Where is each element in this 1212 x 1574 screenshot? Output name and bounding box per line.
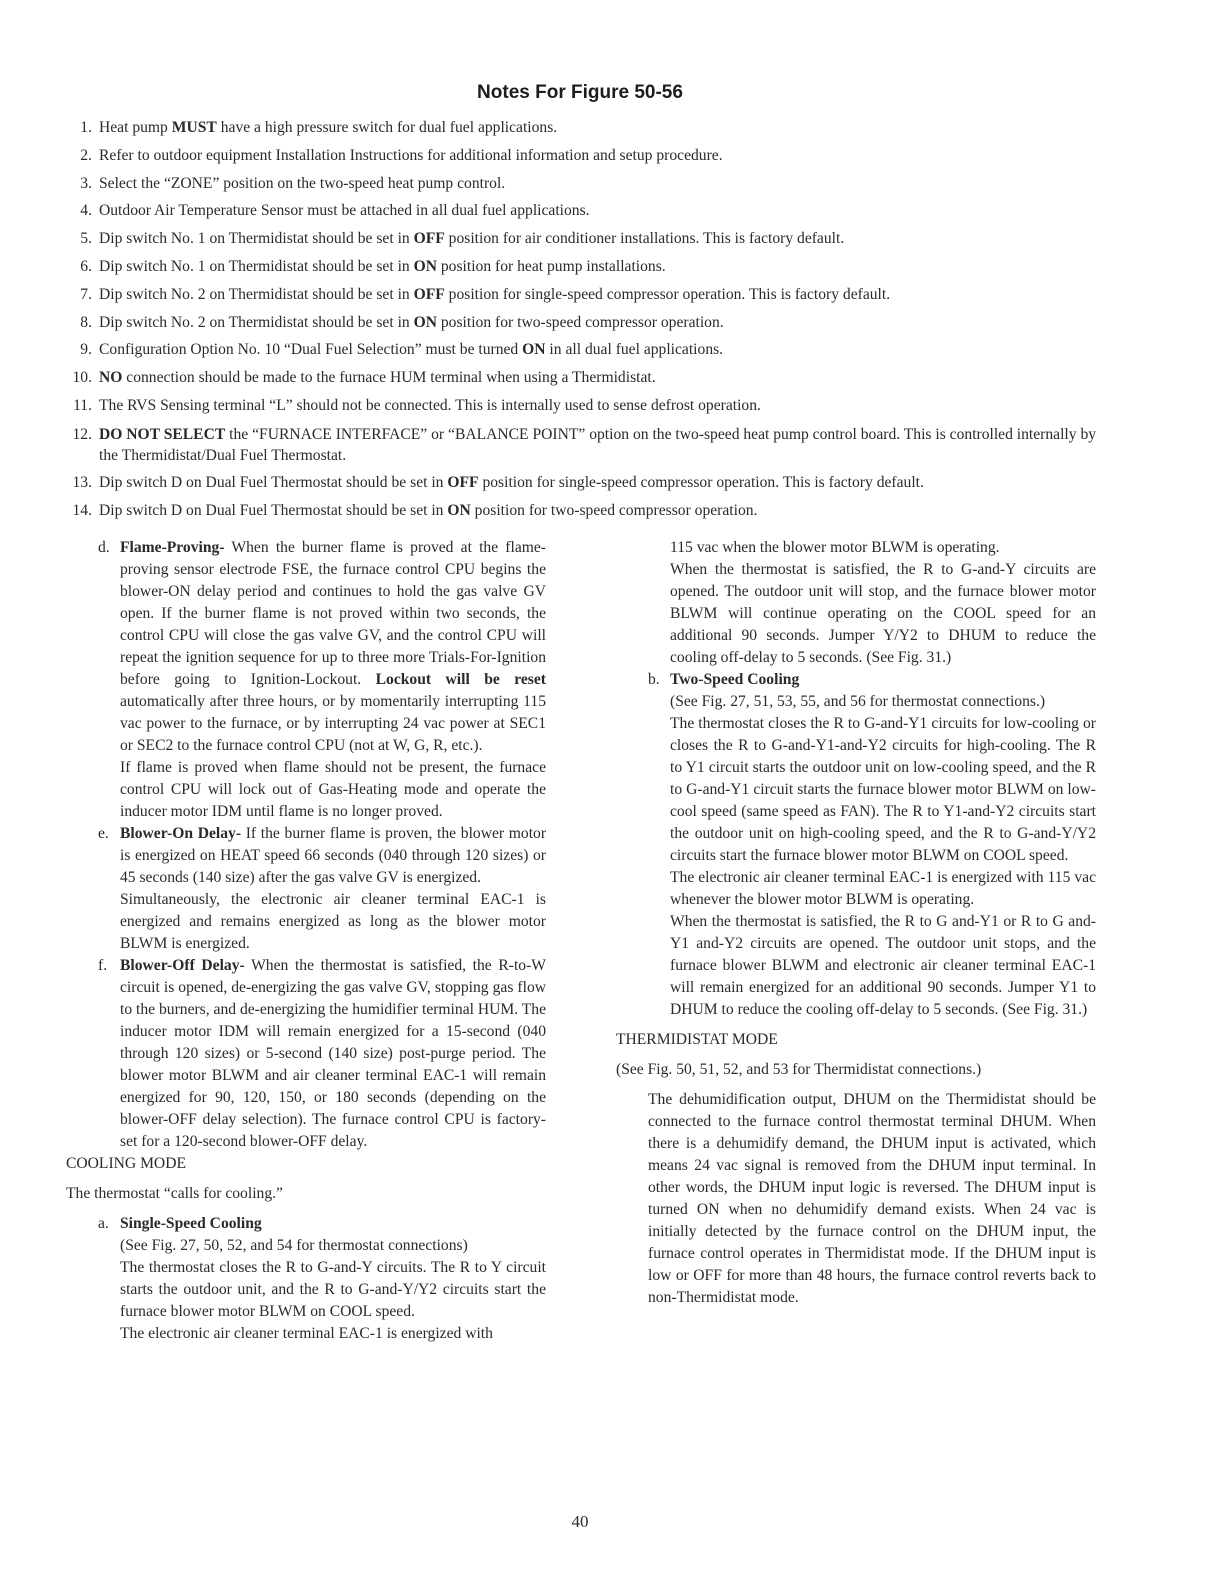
item-heading: Two-Speed Cooling xyxy=(670,671,800,688)
item-letter: e. xyxy=(98,825,109,842)
note-number: 13. xyxy=(72,473,92,491)
note-number: 1. xyxy=(80,119,92,136)
note-item: 4. Outdoor Air Temperature Sensor must be attached in all dual fuel applications. xyxy=(56,197,1106,225)
note-item: 1. Heat pump MUST have a high pressure switch for dual fuel applications. xyxy=(56,114,1106,142)
paragraph: The dehumidification output, DHUM on the Thermidistat should be connected to the furnace control thermostat terminal DHUM. When there is a dehumidify demand, the DHUM input is activated, which means 24 vac signal is removed from the DHUM input terminal. In other words, the DHUM input logic is reversed. The DHUM input is turned ON when no dehumidify demand exists. When 24 vac is initially detected by the furnace control on the DHUM input, the furnace control operates in Thermidistat mode. If the DHUM input is low or OFF for more than 48 hours, the furnace control reverts back to non-Thermidistat mode. xyxy=(648,1091,1096,1306)
item-flame-proving xyxy=(66,537,546,823)
item-two-speed-cooling xyxy=(616,669,1096,1021)
note-number: 8. xyxy=(80,313,92,331)
paragraph: Flame-Proving- When the burner flame is proved at the flame-proving sensor electrode FSE, the furnace control CPU begins the blower-ON delay period and continues to hold the gas valve GV open. If the burner flame is not proved within two seconds, the control CPU will close the gas valve GV, and the control CPU will repeat the ignition sequence for up to three more Trials-For-Ignition before going to Ignition-Lockout. Lockout will be reset automatically after three hours, or by momentarily interrupting 115 vac power to the furnace, or by interrupting 24 vac power at SEC1 or SEC2 to the furnace control CPU (not at W, G, R, etc.). xyxy=(120,539,546,754)
left-column xyxy=(66,537,546,1345)
item-blower-on-delay xyxy=(66,823,546,955)
page-number: 40 xyxy=(571,1512,589,1531)
item-blower-off-delay xyxy=(66,955,546,1153)
item-letter: d. xyxy=(98,539,110,556)
note-number: 11. xyxy=(73,396,92,414)
paragraph: 115 vac when the blower motor BLWM is operating. xyxy=(670,539,1000,556)
paragraph: When the thermostat is satisfied, the R to G-and-Y circuits are opened. The outdoor unit will stop, and the furnace blower motor BLWM will continue operating on the COOL speed for an additional 90 seconds. Jumper Y/Y2 to DHUM to reduce the cooling off-delay to 5 seconds. (See Fig. 31.) xyxy=(670,561,1096,666)
item-heading: Blower-Off Delay- xyxy=(120,957,245,974)
note-number: 3. xyxy=(80,174,92,192)
note-item: 2. Refer to outdoor equipment Installation Instructions for additional information and setup procedure. xyxy=(56,142,1106,170)
paragraph: Blower-On Delay- If the burner flame is proven, the blower motor is energized on HEAT speed 66 seconds (040 through 120 sizes) or 45 seconds (140 size) after the gas valve GV is energized. xyxy=(120,825,547,886)
item-heading: Single-Speed Cooling xyxy=(120,1215,262,1232)
note-item: 12. DO NOT SELECT the “FURNACE INTERFACE” or “BALANCE POINT” option on the two-speed heat pump control board. This is controlled internally by the Thermidistat/Dual Fuel Thermostat. xyxy=(56,424,1106,466)
paragraph: The thermostat closes the R to G-and-Y1 circuits for low-cooling or closes the R to G-and-Y1-and-Y2 circuits for high-cooling. The R to Y1 circuit starts the outdoor unit on low-cooling speed, and the R to G-and-Y1 circuit starts the furnace blower motor BLWM on low-cool speed (same speed as FAN). The R to Y1-and-Y2 circuits start the outdoor unit on high-cooling speed, and the R to G-and-Y/Y2 circuits start the furnace blower motor BLWM on COOL speed. xyxy=(670,715,1096,864)
paragraph: Blower-Off Delay- When the thermostat is satisfied, the R-to-W circuit is opened, de-energizing the gas valve GV, stopping gas flow to the burners, and de-energizing the humidifier terminal HUM. The inducer motor IDM will remain energized for a 15-second (040 through 120 sizes) or 5-second (140 size) post-purge period. The blower motor BLWM and air cleaner terminal EAC-1 will remain energized for 90, 120, 150, or 180 seconds (depending on the blower-OFF delay selection). The furnace control CPU is factory-set for a 120-second blower-OFF delay. xyxy=(120,957,546,1150)
section-heading-thermidistat-mode: THERMIDISTAT MODE xyxy=(616,1031,778,1048)
paragraph: When the thermostat is satisfied, the R to G and-Y1 or R to G and-Y1 and-Y2 circuits are opened. The outdoor unit stops, and the furnace blower BLWM and electronic air cleaner terminal EAC-1 will remain energized for an additional 90 seconds. Jumper Y1 to DHUM to reduce the cooling off-delay to 5 seconds. (See Fig. 31.) xyxy=(670,913,1096,1018)
note-item: 3. Select the “ZONE” position on the two-speed heat pump control. xyxy=(56,170,1106,198)
figure-reference: (See Fig. 27, 51, 53, 55, and 56 for thermostat connections.) xyxy=(670,693,1046,710)
note-item: 9. Configuration Option No. 10 “Dual Fuel Selection” must be turned ON in all dual fuel applications. xyxy=(56,336,1106,364)
note-item: 8. Dip switch No. 2 on Thermidistat should be set in ON position for two-speed compressor operation. xyxy=(56,309,1106,337)
note-item: 13. Dip switch D on Dual Fuel Thermostat should be set in OFF position for single-speed compressor operation. This is factory default. xyxy=(56,469,1106,497)
paragraph: The thermostat closes the R to G-and-Y circuits. The R to Y circuit starts the outdoor unit, and the R to G-and-Y/Y2 circuits start the furnace blower motor BLWM on COOL speed. xyxy=(120,1259,546,1320)
note-number: 7. xyxy=(80,285,92,303)
item-heading: Flame-Proving- xyxy=(120,539,225,556)
section-heading-cooling-mode: COOLING MODE xyxy=(66,1155,186,1172)
notes-title: Notes For Figure 50-56 xyxy=(477,82,683,103)
note-number: 14. xyxy=(72,501,92,519)
figure-reference: (See Fig. 50, 51, 52, and 53 for Thermidistat connections.) xyxy=(616,1061,982,1078)
paragraph: Simultaneously, the electronic air cleaner terminal EAC-1 is energized and remains energized as long as the blower motor BLWM is energized. xyxy=(120,891,546,952)
note-number: 10. xyxy=(72,369,92,387)
note-item: 14. Dip switch D on Dual Fuel Thermostat should be set in ON position for two-speed compressor operation. xyxy=(56,497,1106,525)
right-column xyxy=(616,537,1096,1309)
paragraph: The electronic air cleaner terminal EAC-1 is energized with 115 vac whenever the blower motor BLWM is operating. xyxy=(670,869,1096,908)
item-letter: f. xyxy=(98,957,108,974)
note-item: 5. Dip switch No. 1 on Thermidistat should be set in OFF position for air conditioner installations. This is factory default. xyxy=(56,225,1106,253)
item-heading: Blower-On Delay- xyxy=(120,825,242,842)
note-number: 2. xyxy=(80,146,92,164)
note-number: 5. xyxy=(80,230,92,248)
figure-reference: (See Fig. 27, 50, 52, and 54 for thermostat connections) xyxy=(120,1237,468,1254)
note-number: 9. xyxy=(80,341,92,359)
note-item: 7. Dip switch No. 2 on Thermidistat should be set in OFF position for single-speed compressor operation. This is factory default. xyxy=(56,281,1106,309)
paragraph: The electronic air cleaner terminal EAC-1 is energized with xyxy=(120,1325,493,1342)
paragraph: The thermostat “calls for cooling.” xyxy=(66,1185,283,1202)
note-item: 11. The RVS Sensing terminal “L” should not be connected. This is internally used to sense defrost operation. xyxy=(56,392,1106,420)
item-single-speed-cooling xyxy=(66,1213,546,1345)
item-letter: b. xyxy=(648,671,660,688)
note-item: 10. NO connection should be made to the furnace HUM terminal when using a Thermidistat. xyxy=(56,364,1106,392)
note-number: 12. xyxy=(72,425,92,443)
notes-list xyxy=(56,114,1106,524)
item-letter: a. xyxy=(98,1215,109,1232)
note-number: 4. xyxy=(80,202,92,220)
note-number: 6. xyxy=(80,257,92,275)
note-item: 6. Dip switch No. 1 on Thermidistat should be set in ON position for heat pump installations. xyxy=(56,253,1106,281)
paragraph: If flame is proved when flame should not be present, the furnace control CPU will lock out of Gas-Heating mode and operate the inducer motor IDM until flame is no longer proved. xyxy=(120,759,546,820)
